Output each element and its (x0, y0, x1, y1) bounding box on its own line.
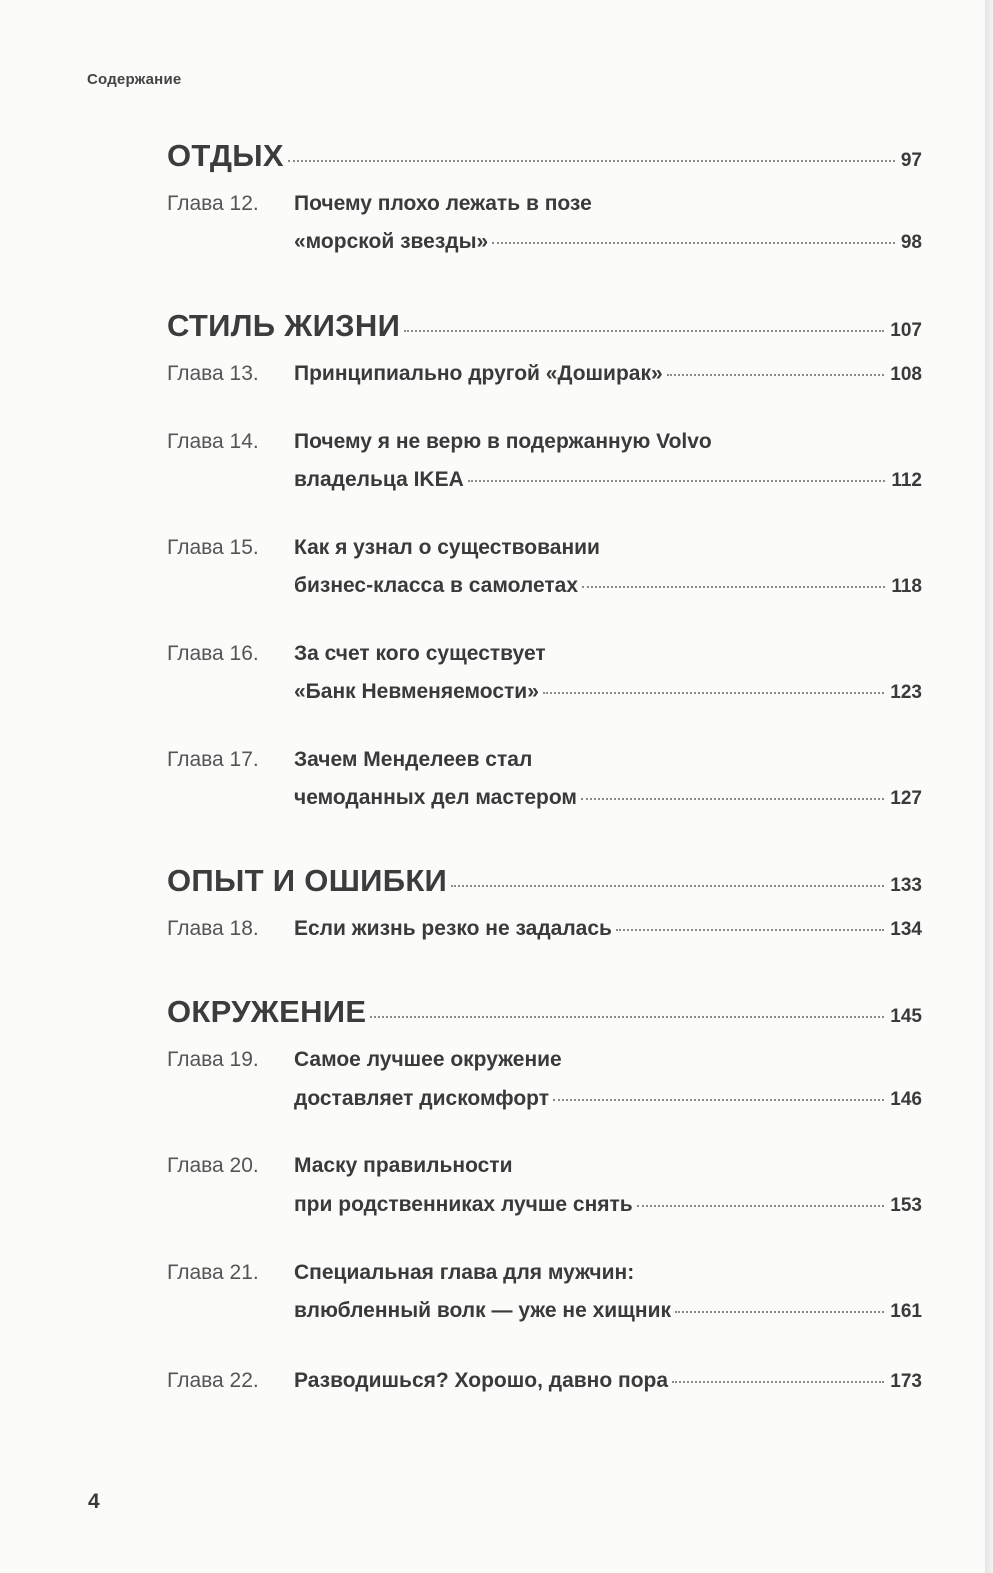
page-number: 108 (890, 364, 922, 385)
toc-chapter-continuation[interactable] (294, 230, 922, 254)
chapter-label: Глава 12. (167, 192, 259, 215)
chapter-title-line: бизнес-класса в самолетах (294, 574, 579, 597)
toc-chapter[interactable] (167, 536, 922, 560)
page-number: 123 (890, 682, 922, 703)
toc-chapter[interactable] (167, 1369, 922, 1393)
toc-chapter[interactable] (167, 917, 922, 941)
chapter-label: Глава 19. (167, 1048, 259, 1071)
chapter-title-line: Зачем Менделеев стал (294, 748, 533, 771)
chapter-title-line: Самое лучшее окружение (294, 1048, 562, 1071)
dot-leader (370, 1016, 884, 1018)
dot-leader (675, 1311, 884, 1313)
chapter-title-line: За счет кого существует (294, 642, 546, 665)
page-number: 146 (890, 1089, 922, 1110)
chapter-label: Глава 14. (167, 430, 259, 453)
toc-chapter-continuation[interactable] (294, 1299, 922, 1323)
dot-leader (582, 586, 885, 588)
toc-chapter-continuation[interactable] (294, 1087, 922, 1111)
chapter-title-line: Маску правильности (294, 1154, 513, 1177)
toc-chapter-continuation[interactable] (294, 574, 922, 598)
toc-chapter[interactable] (167, 1261, 922, 1285)
dot-leader (581, 798, 884, 800)
dot-leader (468, 480, 886, 482)
toc-chapter[interactable] (167, 362, 922, 386)
dot-leader (672, 1381, 884, 1383)
chapter-label: Глава 22. (167, 1369, 259, 1392)
toc-chapter[interactable] (167, 430, 922, 454)
section-title: ОПЫТ И ОШИБКИ (167, 863, 448, 898)
toc-section[interactable] (167, 994, 922, 1030)
dot-leader (492, 242, 895, 244)
chapter-title-line: Специальная глава для мужчин: (294, 1261, 635, 1284)
toc-chapter-continuation[interactable] (294, 680, 922, 704)
page-number: 133 (890, 875, 922, 896)
page-number: 97 (900, 150, 922, 171)
page-number: 98 (900, 232, 922, 253)
toc-chapter[interactable] (167, 642, 922, 666)
chapter-label: Глава 18. (167, 917, 259, 940)
toc-chapter-continuation[interactable] (294, 786, 922, 810)
dot-leader (451, 885, 884, 887)
toc-section[interactable] (167, 308, 922, 344)
dot-leader (667, 374, 885, 376)
chapter-title-line: Почему я не верю в подержанную Volvo (294, 430, 712, 453)
dot-leader (404, 330, 884, 332)
chapter-label: Глава 16. (167, 642, 259, 665)
toc-section[interactable] (167, 138, 922, 174)
page-number: 112 (891, 470, 922, 491)
chapter-label: Глава 17. (167, 748, 259, 771)
chapter-title-line: при родственниках лучше снять (294, 1193, 633, 1216)
page-number: 107 (890, 320, 922, 341)
chapter-label: Глава 20. (167, 1154, 259, 1177)
toc-section[interactable] (167, 863, 922, 899)
dot-leader (616, 929, 884, 931)
page-folio: 4 (88, 1490, 100, 1513)
page-number: 173 (890, 1371, 922, 1392)
dot-leader (553, 1099, 884, 1101)
section-title: ОКРУЖЕНИЕ (167, 994, 367, 1029)
page-number: 118 (891, 576, 922, 597)
chapter-title-line: Как я узнал о существовании (294, 536, 600, 559)
section-title: ОТДЫХ (167, 138, 284, 173)
running-head: Содержание (87, 71, 182, 88)
dot-leader (637, 1205, 885, 1207)
toc-chapter[interactable] (167, 192, 922, 216)
chapter-label: Глава 15. (167, 536, 259, 559)
page-number: 127 (890, 788, 922, 809)
chapter-title-line: доставляет дискомфорт (294, 1087, 549, 1110)
page-number: 145 (890, 1006, 922, 1027)
chapter-title-line: «Банк Невменяемости» (294, 680, 539, 703)
chapter-title-line: Принципиально другой «Доширак» (294, 362, 663, 385)
chapter-title-line: чемоданных дел мастером (294, 786, 577, 809)
page-number: 134 (890, 919, 922, 940)
chapter-label: Глава 13. (167, 362, 259, 385)
chapter-title-line: Почему плохо лежать в позе (294, 192, 592, 215)
chapter-label: Глава 21. (167, 1261, 259, 1284)
toc-chapter-continuation[interactable] (294, 468, 922, 492)
toc-chapter-continuation[interactable] (294, 1193, 922, 1217)
toc-chapter[interactable] (167, 1154, 922, 1178)
dot-leader (288, 160, 895, 162)
chapter-title-line: владельца IKEA (294, 468, 464, 491)
chapter-title-line: Разводишься? Хорошо, давно пора (294, 1369, 669, 1392)
page-number: 153 (890, 1195, 922, 1216)
page-number: 161 (890, 1301, 922, 1322)
section-title: СТИЛЬ ЖИЗНИ (167, 308, 401, 343)
toc-chapter[interactable] (167, 1048, 922, 1072)
page-edge-shadow (985, 0, 993, 1573)
chapter-title-line: влюбленный волк — уже не хищник (294, 1299, 671, 1322)
toc-chapter[interactable] (167, 748, 922, 772)
dot-leader (543, 692, 884, 694)
chapter-title-line: Если жизнь резко не задалась (294, 917, 612, 940)
chapter-title-line: «морской звезды» (294, 230, 489, 253)
